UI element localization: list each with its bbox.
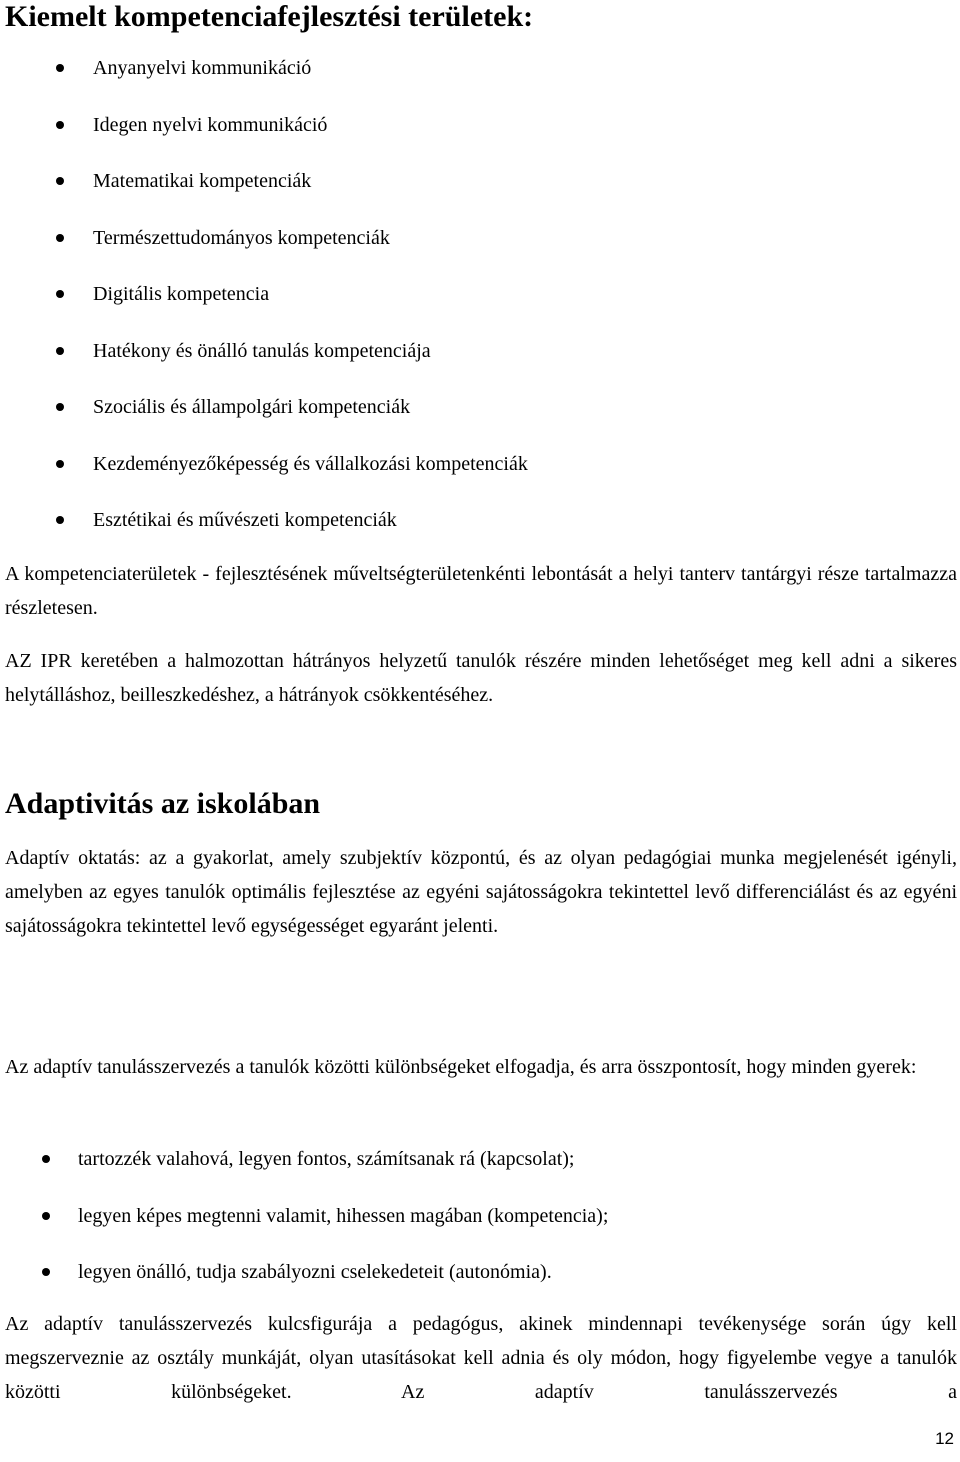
bullet-icon — [56, 234, 64, 242]
list-item — [5, 334, 957, 391]
list-item — [5, 1142, 957, 1199]
list-item — [5, 1255, 957, 1312]
list-item — [5, 503, 957, 560]
list-item — [5, 164, 957, 221]
list-item-text: tartozzék valahová, legyen fontos, számítsanak rá (kapcsolat); — [78, 1148, 575, 1170]
list-item — [5, 390, 957, 447]
bullet-icon — [56, 403, 64, 411]
list-item-text: Anyanyelvi kommunikáció — [93, 57, 312, 79]
bullet-icon — [56, 290, 64, 298]
list-item-text: Esztétikai és művészeti kompetenciák — [93, 509, 397, 531]
bullet-icon — [56, 460, 64, 468]
list-item-text: Digitális kompetencia — [93, 283, 270, 305]
list-item — [5, 1199, 957, 1256]
paragraph-competency-areas: A kompetenciaterületek - fejlesztésének műveltségterületenkénti lebontását a helyi tanterv tantárgyi része tartalmazza részletesen. — [5, 563, 957, 619]
section-heading-competencies: Kiemelt kompetenciafejlesztési területek: — [5, 0, 534, 33]
section-heading-adaptivity: Adaptivitás az iskolában — [5, 787, 321, 820]
paragraph-adaptive-organisation: Az adaptív tanulásszervezés a tanulók közötti különbségeket elfogadja, és arra összpontosít, hogy minden gyerek: — [5, 1056, 917, 1078]
bullet-icon — [56, 516, 64, 524]
list-item — [5, 221, 957, 278]
bullet-icon — [42, 1155, 50, 1163]
list-item — [5, 447, 957, 504]
list-item-text: Kezdeményezőképesség és vállalkozási kompetenciák — [93, 452, 528, 475]
list-item — [5, 108, 957, 165]
paragraph-adaptive-teaching: Adaptív oktatás: az a gyakorlat, amely szubjektív központú, és az olyan pedagógiai munka megjelenését igényli, amelyben az egyes tanulók optimális fejlesztése az egyéni sajátosságokra tekintettel levő differenciálást és az egyéni sajátosságokra tekintettel levő egységességet egyaránt jelenti. — [5, 847, 957, 937]
list-item-text: legyen képes megtenni valamit, hihessen magában (kompetencia); — [78, 1204, 609, 1227]
paragraph-teacher-role: Az adaptív tanulásszervezés kulcsfigurája a pedagógus, akinek mindennapi tevékenysége során úgy kell megszerveznie az osztály munkáját, olyan utasításokat kell adnia és oly módon, hogy figyelembe vegye a tanulók közötti különbségeket. Az adaptív tanulásszervezés a — [5, 1313, 957, 1403]
paragraph-ipr: AZ IPR keretében a halmozottan hátrányos helyzetű tanulók részére minden lehetőséget meg kell adni a sikeres helytálláshoz, beilleszkedéshez, a hátrányok csökkentéséhez. — [5, 650, 957, 706]
list-item-text: Idegen nyelvi kommunikáció — [93, 113, 328, 136]
child-needs-list — [5, 1142, 957, 1312]
bullet-icon — [42, 1268, 50, 1276]
bullet-icon — [56, 64, 64, 72]
list-item-text: Szociális és állampolgári kompetenciák — [93, 396, 411, 418]
bullet-icon — [42, 1212, 50, 1220]
list-item — [5, 277, 957, 334]
page-number: 12 — [935, 1429, 954, 1448]
bullet-icon — [56, 347, 64, 355]
bullet-icon — [56, 177, 64, 185]
list-item-text: Hatékony és önálló tanulás kompetenciája — [93, 339, 431, 362]
competency-list — [5, 51, 957, 560]
list-item-text: Természettudományos kompetenciák — [93, 226, 390, 249]
list-item — [5, 51, 957, 108]
list-item-text: legyen önálló, tudja szabályozni cselekedeteit (autonómia). — [78, 1261, 552, 1283]
list-item-text: Matematikai kompetenciák — [93, 170, 312, 192]
bullet-icon — [56, 121, 64, 129]
